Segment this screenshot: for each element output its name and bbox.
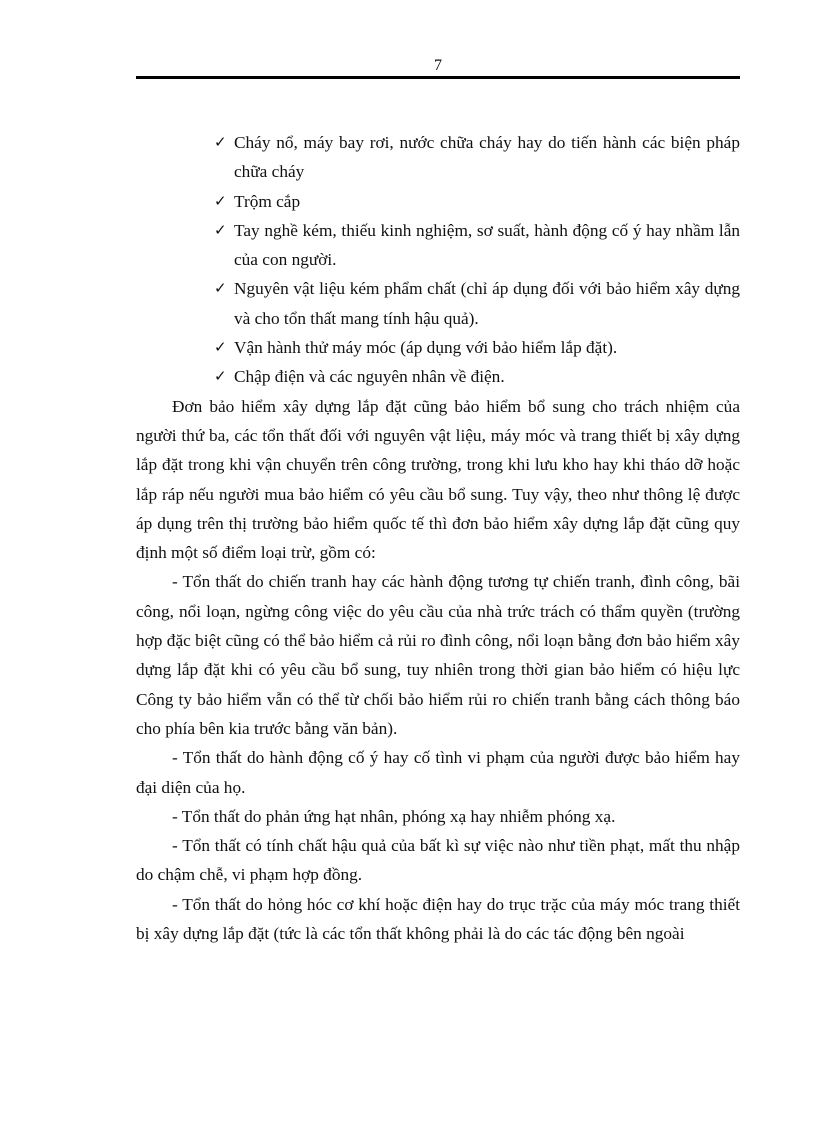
- exclusion-consequential-paragraph: - Tổn thất có tính chất hậu quả của bất kì sự việc nào như tiền phạt, mất thu nhập do chậm chễ, vi phạm hợp đồng.: [136, 836, 740, 885]
- list-item: [136, 187, 740, 216]
- checkmark-icon: ✓: [214, 338, 227, 357]
- checkmark-icon: ✓: [214, 191, 227, 210]
- list-item-text: Vận hành thử máy móc (áp dụng với bảo hiểm lắp đặt).: [234, 338, 618, 358]
- list-item: [136, 274, 740, 333]
- list-item: [136, 216, 740, 275]
- list-item: [136, 128, 740, 187]
- list-item-text: Trộm cắp: [234, 191, 301, 211]
- list-item-text: Cháy nổ, máy bay rơi, nước chữa cháy hay do tiến hành các biện pháp chữa cháy: [234, 133, 740, 182]
- list-item-text: Chập điện và các nguyên nhân về điện.: [234, 367, 505, 387]
- exclusion-intentional-paragraph: - Tổn thất do hành động cố ý hay cố tình vi phạm của người được bảo hiểm hay đại diện của họ.: [136, 748, 740, 797]
- checkmark-icon: ✓: [214, 367, 227, 386]
- list-item: [136, 333, 740, 362]
- document-body: [136, 128, 740, 948]
- page-number: 7: [434, 57, 442, 74]
- exclusion-nuclear-paragraph: - Tổn thất do phản ứng hạt nhân, phóng xạ hay nhiễm phóng xạ.: [172, 806, 616, 826]
- peril-list: [136, 128, 740, 392]
- checkmark-icon: ✓: [214, 133, 227, 151]
- list-item: [136, 362, 740, 391]
- exclusion-mechanical-paragraph: - Tổn thất do hỏng hóc cơ khí hoặc điện hay do trục trặc của máy móc trang thiết bị xây dựng lắp đặt (tức là các tổn thất không phải là do các tác động bên ngoài: [136, 894, 740, 944]
- checkmark-icon: ✓: [214, 279, 227, 298]
- list-item-text: Nguyên vật liệu kém phẩm chất (chỉ áp dụng đối với bảo hiểm xây dựng và cho tổn thất mang tính hậu quả).: [234, 279, 740, 328]
- list-item-text: Tay nghề kém, thiếu kinh nghiệm, sơ suất, hành động cố ý hay nhầm lẫn của con người.: [234, 220, 740, 270]
- exclusion-war-paragraph: - Tổn thất do chiến tranh hay các hành động tương tự chiến tranh, đình công, bãi công, nổi loạn, ngừng công việc do yêu cầu của nhà trức trách có thẩm quyền (trường hợp đặc biệt cũng có thể bảo hiểm cả rủi ro đình công, nổi loạn bằng đơn bảo hiểm xây dựng lắp đặt khi có yêu cầu bổ sung, tuy nhiên trong thời gian bảo hiểm có hiệu lực Công ty bảo hiểm vẫn có thể từ chối bảo hiểm rủi ro chiến tranh bằng cách thông báo cho phía bên kia trước bằng văn bản).: [136, 572, 740, 738]
- intro-paragraph: Đơn bảo hiểm xây dựng lắp đặt cũng bảo hiểm bổ sung cho trách nhiệm của người thứ ba, các tổn thất đối với nguyên vật liệu, máy móc và trang thiết bị xây dựng lắp đặt trong khi vận chuyển trên công trường, trong khi lưu kho hay khi tháo dỡ hoặc lắp ráp nếu người mua bảo hiểm có yêu cầu bổ sung. Tuy vậy, theo như thông lệ được áp dụng trên thị trường bảo hiểm quốc tế thì đơn bảo hiểm xây dựng lắp đặt cũng quy định một số điểm loại trừ, gồm có:: [136, 396, 740, 563]
- header-divider: [136, 76, 740, 79]
- checkmark-icon: ✓: [214, 220, 227, 239]
